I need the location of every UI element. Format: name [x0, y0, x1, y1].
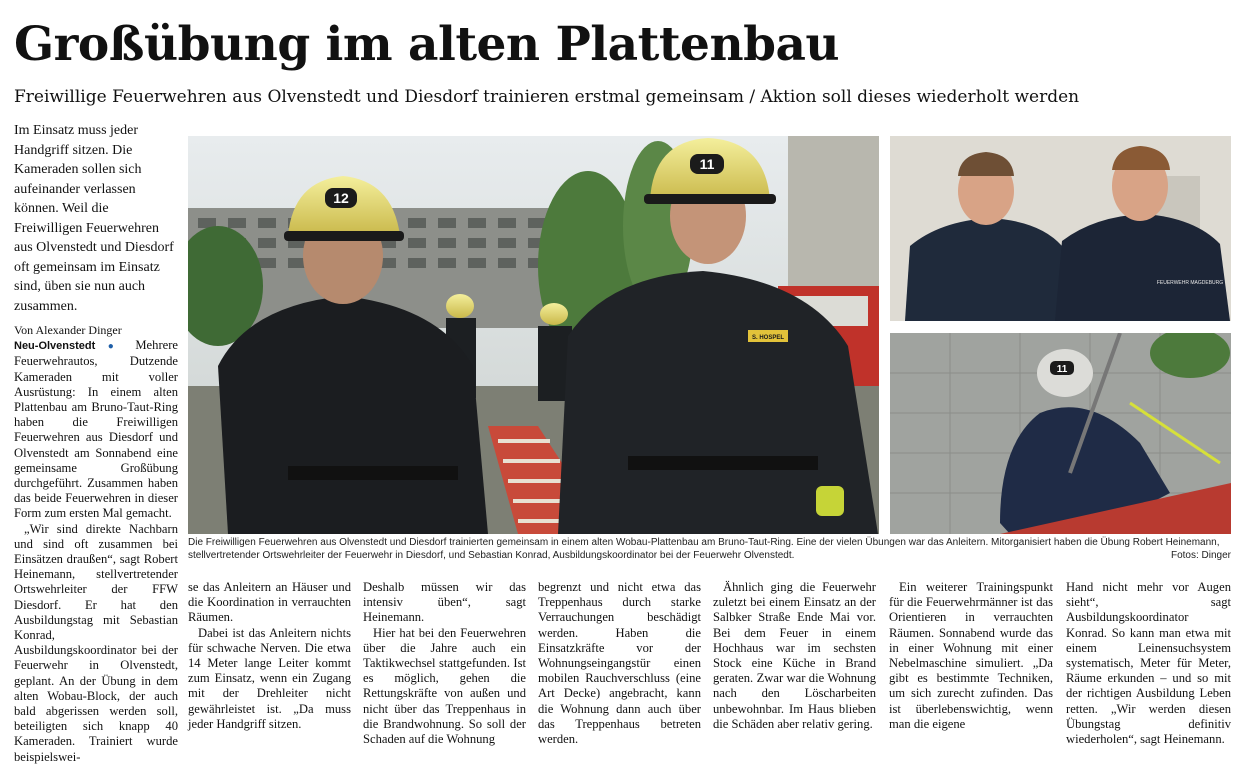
article-column-4	[538, 580, 701, 747]
caption-text: Die Freiwilligen Feuerwehren aus Olvenstedt und Diesdorf trainierten gemeinsam in einem alten Wobau-Plattenbau am Bruno-Taut-Ring. Eine der vielen Übungen war das Anleitern. Mitorganisiert haben die Übung Robert Heinemann, stellvertretender Ortswehrleiter der Feuerwehr in Diesdorf, und Sebastian Konrad, Ausbildungskoordinator bei der Feuerwehr Olvenstedt.	[188, 537, 1220, 561]
shirt-text: FEUERWEHR MAGDEBURG	[1156, 280, 1224, 286]
lead-paragraph: Im Einsatz muss jeder Handgriff sitzen. Die Kameraden sollen sich aufeinander verlassen können. Weil die Freiwilligen Feuerwehren aus Olvenstedt und Diesdorf oft gemeinsam im Einsatz sind, üben sie nun auch zusammen.	[14, 123, 174, 314]
paragraph: Hier hat bei den Feuerwehren über die Jahre auch ein Taktikwechsel stattgefunden. Ist es möglich, gehen die Rettungskräfte von außen und nicht über das Treppenhaus in die Brandwohnung. So soll der Schaden auf die Wohnung	[363, 625, 526, 747]
article-column-6	[889, 580, 1053, 732]
article-column-1	[14, 323, 178, 765]
paragraph: Ähnlich ging die Feuerwehr zuletzt bei einem Einsatz an der Salbker Straße Ende Mai vor. Bei dem Feuer in einem Hochhaus war im sechsten Stock eine Küche in Brand geraten. Zwar war die Wohnung nach den Löscharbeiten unbewohnbar. Im Haus blieben die Schäden aber relativ gering.	[713, 580, 876, 731]
article-column-2	[188, 580, 351, 732]
ladder-photo	[890, 333, 1231, 534]
paragraph: Deshalb müssen wir das intensiv üben“, sagt Heinemann.	[363, 580, 526, 625]
article-column-7	[1066, 580, 1231, 747]
photo-credit: Fotos: Dinger	[1170, 550, 1231, 561]
subheadline: Freiwillige Feuerwehren aus Olvenstedt und Diesdorf trainieren erstmal gemeinsam / Aktion soll dieses wiederholt werden	[14, 87, 1080, 107]
name-tag: S. HOSPEL	[751, 335, 785, 341]
byline: Von Alexander Dinger	[14, 323, 122, 337]
article-column-3	[363, 580, 526, 747]
bullet-icon: ●	[107, 341, 123, 353]
photo-caption	[188, 536, 1231, 562]
helmet-number-left: 12	[333, 190, 349, 206]
main-photo	[188, 136, 879, 534]
paragraph: Hand nicht mehr vor Augen sieht“, sagt Ausbildungskoordinator Konrad. So kann man etwa mit einem Leinensuchsystem systematisch, Meter für Meter, Räume erkunden – und so mit der richtigen Ausbildung Leben retten. „Wir werden diesen Übungstag definitiv wiederholen“, sagt Heinemann.	[1066, 580, 1231, 747]
paragraph-text: Mehrere Feuerwehrautos, Dutzende Kameraden mit voller Ausrüstung: In einem alten Plattenbau am Bruno-Taut-Ring haben die Freiwilligen Feuerwehren aus Diesdorf und Olvenstedt am Sonnabend eine gemeinsame Großübung durchgeführt. Zusammen haben das beide Feuerwehren in dieser Form zum ersten Mal gemacht.	[14, 338, 179, 521]
helmet-number-ladder: 11	[1056, 364, 1068, 375]
helmet-number-right: 11	[699, 156, 715, 172]
article-column-5	[713, 580, 876, 732]
portrait-photo	[890, 136, 1231, 321]
paragraph: Ein weiterer Trainingspunkt für die Feuerwehrmänner ist das Orientieren in verrauchten Räumen. Sonnabend wurde das in einer Wohnung mit einer Nebelmaschine simuliert. „Da gibt es bestimmte Techniken, um sich zurecht zufinden. Das ist überlebenswichtig, wenn man die eigene	[889, 580, 1053, 731]
paragraph: begrenzt und nicht etwa das Treppenhaus durch starke Verrauchungen beschädigt werden. Haben die Einsatzkräfte vor der Wohnungseingangstür einen mobilen Rauchverschluss (eine Art Decke) angebracht, kann die Wohnung dann auch über das Treppenhaus betreten werden.	[538, 580, 701, 747]
headline: Großübung im alten Plattenbau	[14, 17, 840, 72]
dateline: Neu-Olvenstedt	[14, 340, 96, 353]
paragraph	[14, 338, 178, 521]
paragraph: Dabei ist das Anleitern nichts für schwache Nerven. Die etwa 14 Meter lange Leiter kommt zum Einsatz, wenn ein Zugang mit der Drehleiter nicht gewährleistet ist. „Da muss jeder Handgriff sitzen.	[188, 625, 351, 731]
paragraph: „Wir sind direkte Nachbarn und sind oft zusammen bei Einsätzen draußen“, sagt Robert Heinemann, stellvertretender Ortswehrleiter der FFW Diesdorf. Er hat den Ausbildungstag mit Sebastian Konrad, Ausbildungskoordinator bei der Feuerwehr in Olvenstedt, geplant. An der Übung in dem alten Wobau-Block, der auch bald abgerissen werden soll, beteiligten sich knapp 40 Kameraden. Trainiert wurde beispielswei-	[14, 521, 178, 764]
paragraph: se das Anleitern an Häuser und die Koordination in verrauchten Räumen.	[188, 580, 351, 625]
